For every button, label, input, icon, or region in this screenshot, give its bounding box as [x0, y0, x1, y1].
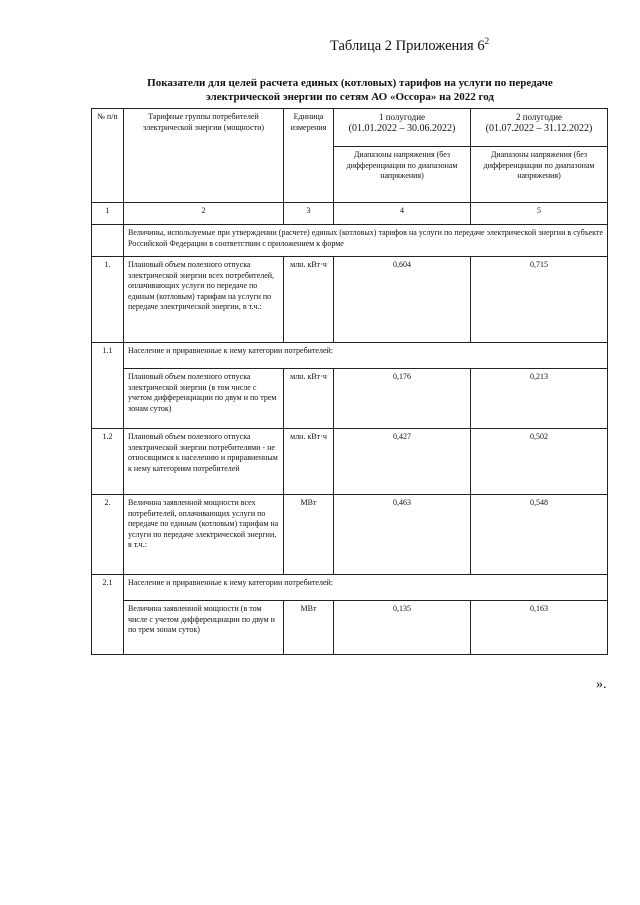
intro-text: Величины, используемые при утверждении (расчете) единых (котловых) тарифов на услуги по передаче электрической энергии в субъекте Российской Федерации в соответствии с приложением к форме: [124, 225, 608, 257]
row-value-h2: 0,163: [471, 601, 608, 655]
row-unit: МВт: [284, 601, 334, 655]
row-num: 1.2: [92, 429, 124, 495]
column-index: 4: [334, 203, 471, 225]
row-value-h2: 0,502: [471, 429, 608, 495]
row-span-text: Население и приравненные к нему категории потребителей:: [124, 575, 608, 601]
column-index: 5: [471, 203, 608, 225]
row-unit: МВт: [284, 495, 334, 575]
row-num: 1.1: [92, 343, 124, 429]
column-index: 3: [284, 203, 334, 225]
table-row: [92, 343, 608, 369]
row-value-h2: 0,213: [471, 369, 608, 429]
title-line-2: электрической энергии по сетям АО «Оссора» на 2022 год: [206, 91, 494, 103]
row-desc: Плановый объем полезного отпуска электрической энергии потребителями - не относящимся к населению и приравненным к нему категориям потребителей: [124, 429, 284, 495]
table-row: [92, 429, 608, 495]
table-row: [92, 601, 608, 655]
intro-row: [92, 225, 608, 257]
row-unit: млн. кВт·ч: [284, 369, 334, 429]
table-row: [92, 575, 608, 601]
document-title: [100, 76, 600, 104]
row-desc: Величина заявленной мощности (в том числе с учетом дифференциации по двум и по трем зонам суток): [124, 601, 284, 655]
row-value-h1: 0,135: [334, 601, 471, 655]
row-num: 1.: [92, 257, 124, 343]
row-value-h1: 0,176: [334, 369, 471, 429]
row-desc: Плановый объем полезного отпуска электрической энергии (в том числе с учетом дифференциации по двум и по трем зонам суток): [124, 369, 284, 429]
header-unit: Единица измерения: [284, 109, 334, 203]
table-row: [92, 495, 608, 575]
table-row: [92, 369, 608, 429]
table-header-row: [92, 109, 608, 147]
row-value-h1: 0,604: [334, 257, 471, 343]
column-index-row: [92, 203, 608, 225]
row-desc: Величина заявленной мощности всех потребителей, оплачивающих услуги по передаче по единым (котловым) тарифам на услуги по передаче электрической энергии, в т.ч.:: [124, 495, 284, 575]
header-half2: 2 полугодие (01.07.2022 – 31.12.2022): [471, 109, 608, 147]
row-value-h1: 0,427: [334, 429, 471, 495]
table-row: [92, 257, 608, 343]
row-span-text: Население и приравненные к нему категории потребителей:: [124, 343, 608, 369]
header-num: № п/п: [92, 109, 124, 203]
row-num: 2.1: [92, 575, 124, 655]
row-value-h1: 0,463: [334, 495, 471, 575]
closing-quote: ».: [596, 677, 607, 692]
appendix-title: Таблица 2 Приложения $6^2$: [330, 36, 490, 54]
title-line-1: Показатели для целей расчета единых (котловых) тарифов на услуги по передаче: [147, 77, 553, 89]
row-desc: Плановый объем полезного отпуска электрической энергии всех потребителей, оплачивающих услуги по передаче по единым (котловым) тарифам на услуги по передаче электрической энергии, в т.ч.:: [124, 257, 284, 343]
row-value-h2: 0,548: [471, 495, 608, 575]
row-unit: млн. кВт·ч: [284, 429, 334, 495]
header-range-1: Диапазоны напряжения (без дифференциации по диапазонам напряжения): [334, 147, 471, 203]
row-unit: млн. кВт·ч: [284, 257, 334, 343]
tariff-indicators-table: [91, 108, 608, 655]
column-index: 1: [92, 203, 124, 225]
row-num: 2.: [92, 495, 124, 575]
header-range-2: Диапазоны напряжения (без дифференциации по диапазонам напряжения): [471, 147, 608, 203]
header-half1: 1 полугодие (01.01.2022 – 30.06.2022): [334, 109, 471, 147]
column-index: 2: [124, 203, 284, 225]
row-value-h2: 0,715: [471, 257, 608, 343]
header-group: Тарифные группы потребителей электрической энергии (мощности): [124, 109, 284, 203]
